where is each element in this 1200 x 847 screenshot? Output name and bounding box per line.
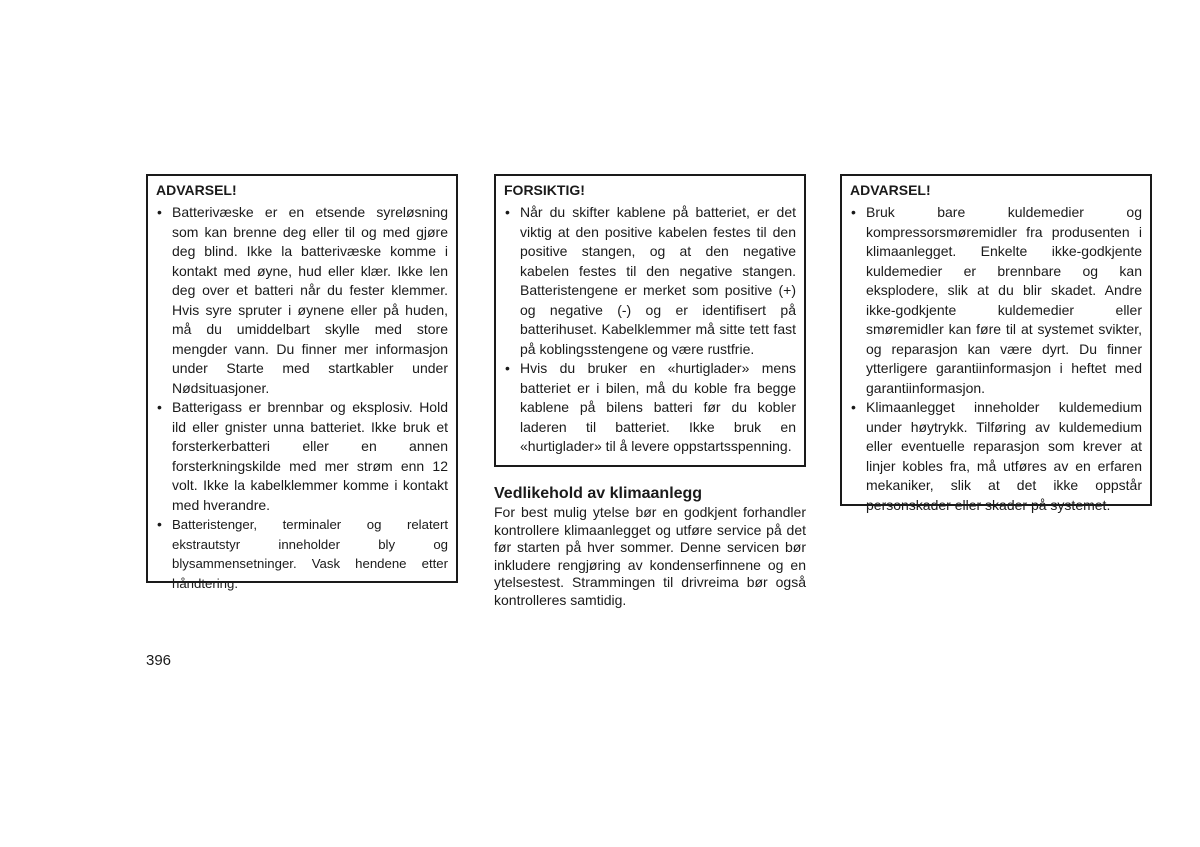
bullet-icon: • [505, 360, 510, 376]
caution-title: FORSIKTIG! [504, 182, 585, 198]
warning-item-text: Batterivæske er en etsende syreløsning som kan brenne deg eller til og med gjøre deg blind. Ikke la batterivæske komme i kontakt med øyne, hud eller klær. Ikke len deg over et batteri når du fester klemmer. Hvis syre spruter i øynene eller på huden, må du umiddelbart skylle med store mengder vann. Du finner mer informasjon under Starte med startkabler under Nødsituasjoner. [172, 204, 448, 396]
caution-box-battery-cables [494, 174, 806, 467]
caution-item-text: Når du skifter kablene på batteriet, er det viktig at den positive kabelen festes til den positive stangen, og at den negative kabelen festes til den negative stangen. Batteristengene er merket som positive (+) og negative (-) og er identifisert på batterihuset. Kabelklemmer må sitte tett fast på koblingsstengene og være rustfrie. [520, 204, 796, 357]
section-heading: Vedlikehold av klimaanlegg [494, 485, 703, 502]
warning-item [850, 398, 1142, 515]
caution-item [504, 203, 796, 359]
warning-item [156, 398, 448, 515]
maintenance-section [494, 484, 806, 609]
bullet-icon: • [851, 399, 856, 415]
warning-title: ADVARSEL! [156, 182, 237, 198]
section-body: For best mulig ytelse bør en godkjent forhandler kontrollere klimaanlegget og utføre service på det før starten på hver sommer. Denne servicen bør inkludere rengjøring av kondenserfinnene og en ytelsestest. Strammingen til drivreima bør også kontrolleres samtidig. [494, 504, 806, 608]
warning-item [850, 203, 1142, 398]
warning-item-text: Klimaanlegget inneholder kuldemedium under høytrykk. Tilføring av kuldemedium eller eventuelle reparasjon som krever at linjer kobles fra, må utføres av en erfaren mekaniker, slik at det ikke oppstår personskader eller skader på systemet. [866, 399, 1142, 513]
warning-box-air-conditioning [840, 174, 1152, 513]
warning-item-text: Bruk bare kuldemedier og kompressorsmøremidler fra produsenten i klimaanlegget. Enkelte ikke-godkjente kuldemedier er brennbare og kan eksplodere, slik at du blir skadet. Andre ikke-godkjente kuldemedier eller smøremidler kan føre til at systemet svikter, og reparasjon kan være dyrt. Du finner ytterligere garantiinformasjon i heftet med garantiinformasjon. [866, 204, 1142, 396]
warning-item [156, 515, 448, 593]
bullet-icon: • [157, 204, 162, 220]
caution-item-text: Hvis du bruker en «hurtiglader» mens batteriet er i bilen, må du koble fra begge kablene på bilens batteri før du kobler laderen til batteriet. Ikke bruk en «hurtiglader» til å levere oppstartsspenning. [520, 360, 796, 454]
warning-item-text: Batterigass er brennbar og eksplosiv. Hold ild eller gnister unna batteriet. Ikke bruk et forsterkerbatteri eller en annen forsterkningskilde med mer strøm enn 12 volt. Ikke la kabelklemmer komme i kontakt med hverandre. [172, 399, 448, 513]
warning-box-battery [146, 174, 458, 591]
bullet-icon: • [505, 204, 510, 220]
warning-title: ADVARSEL! [850, 182, 931, 198]
warning-item [156, 203, 448, 398]
bullet-icon: • [157, 516, 162, 532]
bullet-icon: • [157, 399, 162, 415]
caution-item [504, 359, 796, 457]
bullet-icon: • [851, 204, 856, 220]
page-number: 396 [146, 652, 172, 669]
warning-item-text: Batteristenger, terminaler og relatert ekstrautstyr inneholder bly og blysammensetninger. Vask hendene etter håndtering. [172, 517, 448, 591]
